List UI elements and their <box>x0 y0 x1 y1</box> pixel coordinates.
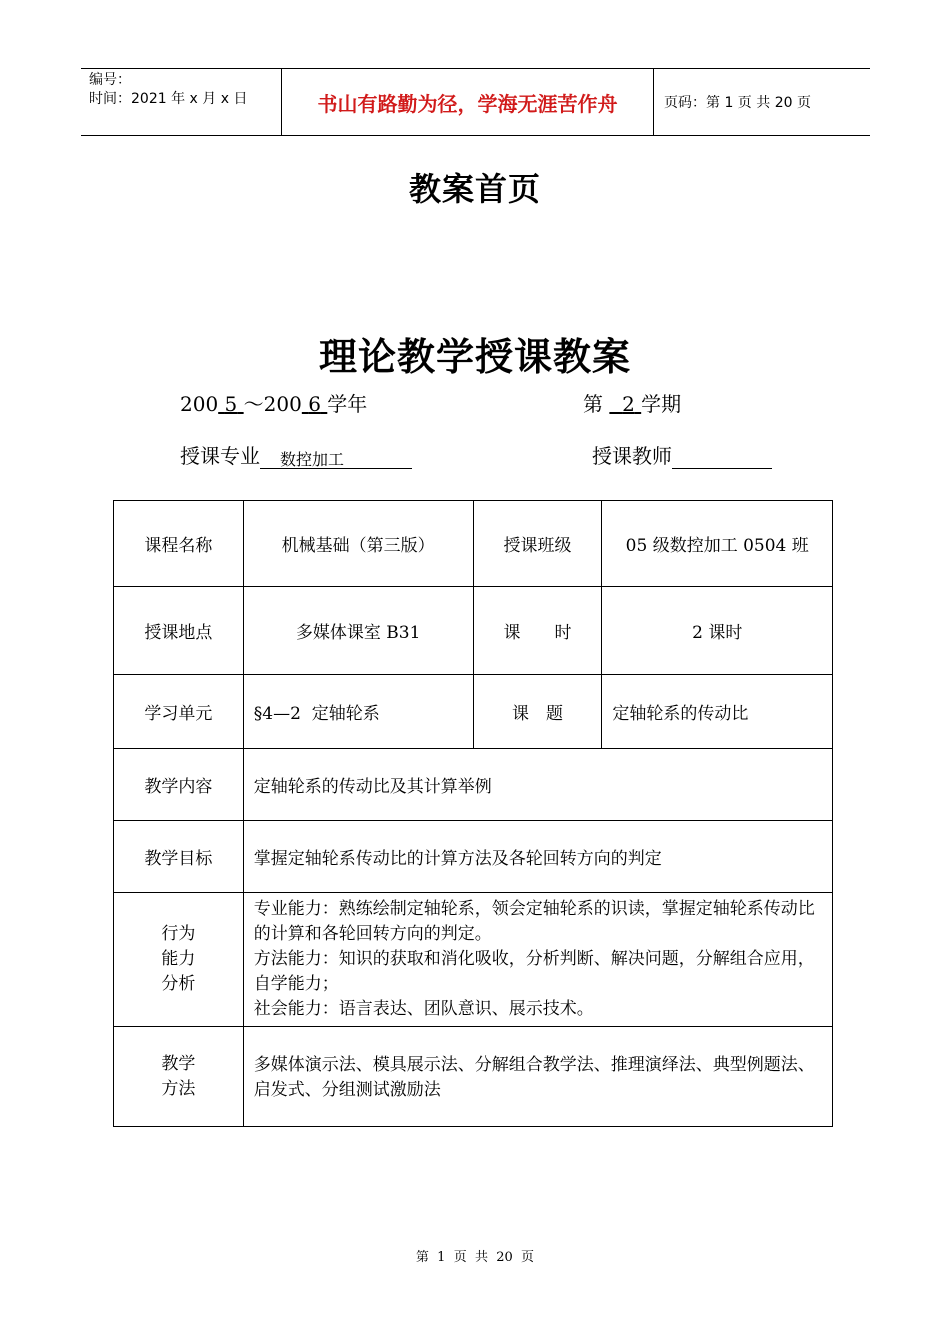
page-subtitle: 理论教学授课教案 <box>318 334 631 379</box>
method-label-line: 教学 <box>161 1053 196 1074</box>
place-label: 授课地点 <box>114 587 244 675</box>
table-row <box>114 821 833 893</box>
year-suffix: 学年 <box>327 392 368 416</box>
ability-label-line: 行为 <box>161 924 196 944</box>
semester <box>583 388 681 417</box>
page-label: 页码：第 1 页 共 20 页 <box>664 95 811 111</box>
year-mid: ～200 <box>243 392 302 416</box>
teacher-line <box>592 440 772 469</box>
class-value: 05 级数控加工 0504 班 <box>602 501 833 587</box>
table-row <box>114 893 833 1027</box>
year-prefix-1: 200 <box>180 392 219 416</box>
class-label: 授课班级 <box>473 501 602 587</box>
major-line <box>180 440 412 469</box>
method-label-line: 方法 <box>161 1078 196 1099</box>
number-label: 编号： <box>89 72 131 88</box>
page-title: 教案首页 <box>408 170 541 208</box>
semester-suffix: 学期 <box>641 392 682 416</box>
document-header <box>81 68 870 136</box>
topic-value: 定轴轮系的传动比 <box>602 675 833 749</box>
time-label: 时间：2021 年 x 月 x 日 <box>89 91 248 107</box>
major-label: 授课专业 <box>180 444 260 468</box>
hours-value: 2 课时 <box>602 587 833 675</box>
content-label: 教学内容 <box>114 749 244 821</box>
table-row <box>114 587 833 675</box>
teacher-label: 授课教师 <box>592 444 672 468</box>
major-value: 数控加工 <box>260 447 412 469</box>
ability-label <box>114 893 244 1027</box>
header-left-cell <box>81 69 282 135</box>
method-value: 多媒体演示法、模具展示法、分解组合教学法、推理演绎法、典型例题法、启发式、分组测试激励法 <box>243 1027 832 1127</box>
table-row <box>114 675 833 749</box>
table-row <box>114 501 833 587</box>
lesson-info-table <box>113 500 833 1127</box>
motto: 书山有路勤为径，学海无涯苦作舟 <box>282 69 654 135</box>
topic-label: 课 题 <box>473 675 602 749</box>
hours-label: 课 时 <box>473 587 602 675</box>
professional-ability: 专业能力：熟练绘制定轴轮系，领会定轴轮系的识读，掌握定轴轮系传动比的计算和各轮回转方向的判定。 <box>253 899 815 944</box>
course-label: 课程名称 <box>114 501 244 587</box>
goal-value: 掌握定轴轮系传动比的计算方法及各轮回转方向的判定 <box>243 821 832 893</box>
ability-label-line: 分析 <box>161 974 196 994</box>
ability-value <box>243 893 832 1027</box>
semester-prefix: 第 <box>583 392 603 416</box>
teacher-value <box>672 446 772 469</box>
page-footer: 第 1 页 共 20 页 <box>415 1250 535 1265</box>
goal-label: 教学目标 <box>114 821 244 893</box>
course-value: 机械基础（第三版） <box>243 501 473 587</box>
table-row <box>114 749 833 821</box>
year-end-digit: 6 <box>308 392 321 416</box>
content-value: 定轴轮系的传动比及其计算举例 <box>243 749 832 821</box>
academic-year <box>180 388 367 417</box>
semester-value: 2 <box>622 392 635 416</box>
method-label <box>114 1027 244 1127</box>
social-ability: 社会能力：语言表达、团队意识、展示技术。 <box>253 999 594 1019</box>
method-ability: 方法能力：知识的获取和消化吸收，分析判断、解决问题，分解组合应用，自学能力； <box>253 949 815 994</box>
unit-label: 学习单元 <box>114 675 244 749</box>
table-row <box>114 1027 833 1127</box>
year-start-digit: 5 <box>224 392 238 416</box>
unit-value: §4—2 定轴轮系 <box>243 675 473 749</box>
ability-label-line: 能力 <box>161 949 196 969</box>
place-value: 多媒体课室 B31 <box>243 587 473 675</box>
